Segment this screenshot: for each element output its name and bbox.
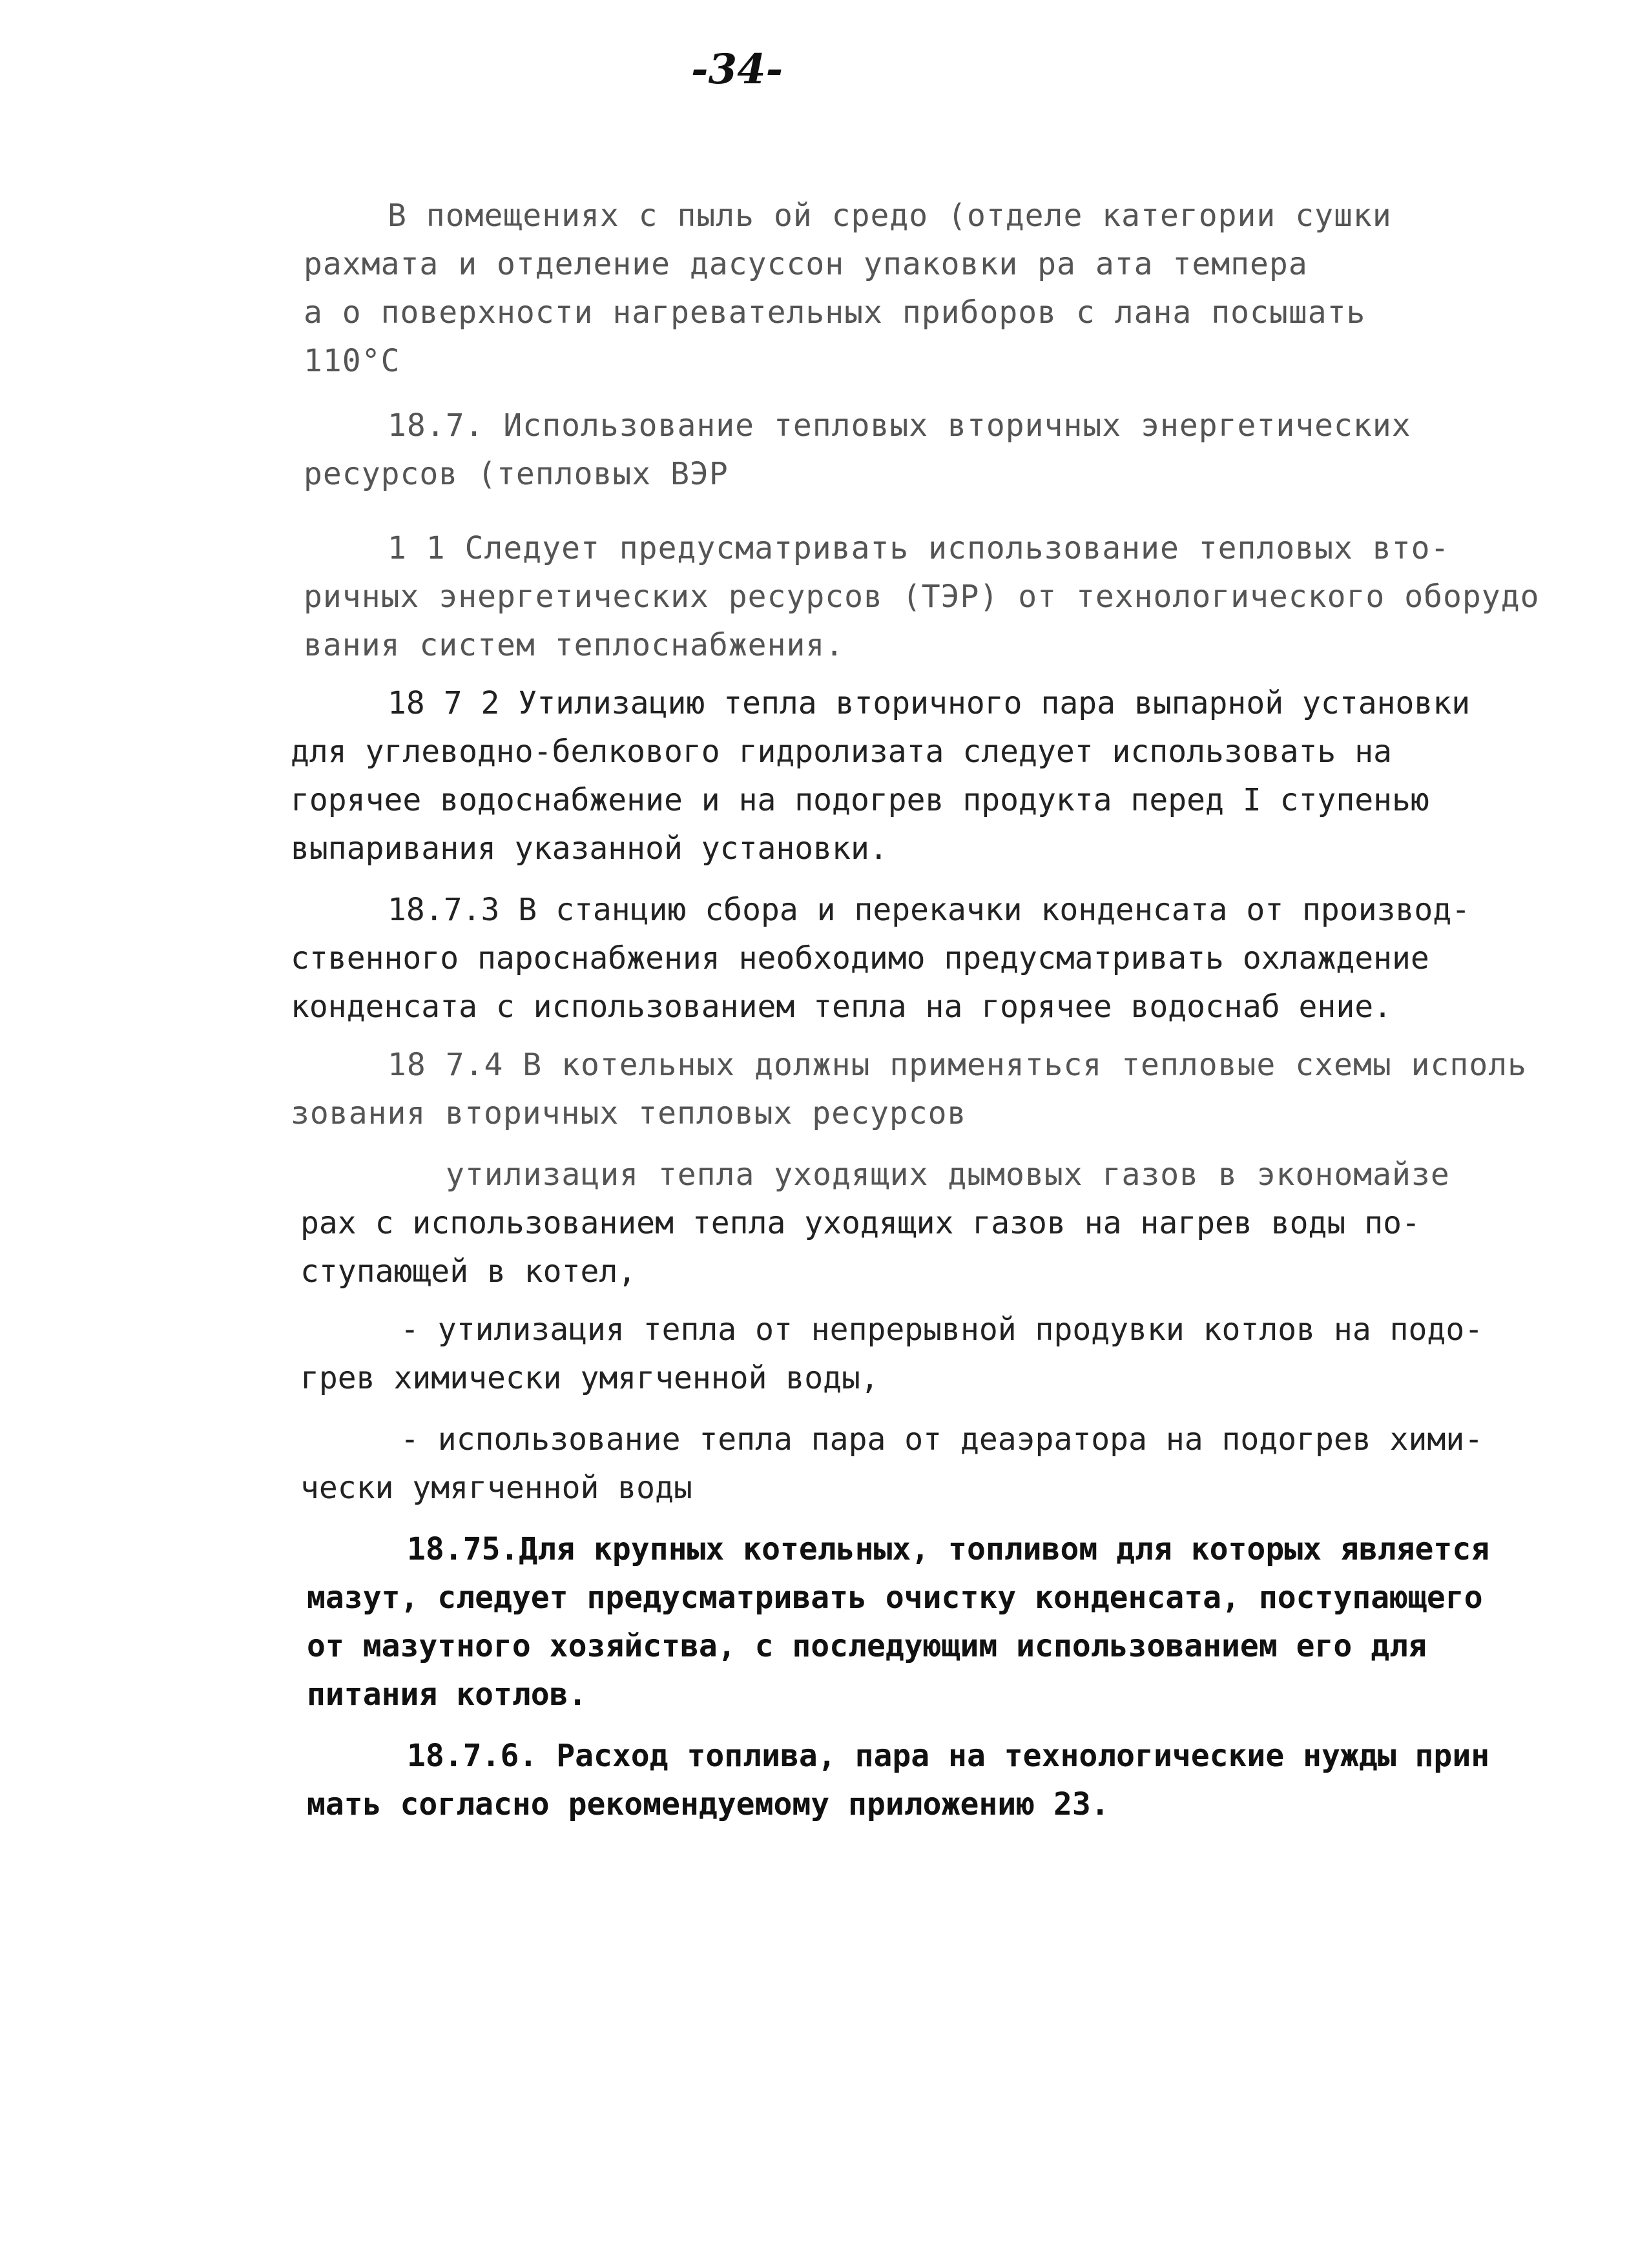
text-line: ступающей в котел, — [300, 1253, 637, 1290]
text-line: питания котлов. — [307, 1676, 587, 1713]
text-line: конденсата с использованием тепла на горячее водоснаб ение. — [291, 989, 1393, 1025]
page-number: -34- — [691, 45, 783, 94]
text-line: а о поверхности нагревательных приборов с лана посышать — [304, 294, 1366, 331]
text-line: для углеводно-белкового гидролизата следует использовать на — [291, 734, 1393, 770]
text-line: 18.7.6. Расход топлива, пара на технологические нужды прин — [407, 1738, 1490, 1774]
text-line: - использование тепла пара от деаэратора на подогрев хими- — [400, 1421, 1484, 1458]
text-line: - утилизация тепла от непрерывной продувки котлов на подо- — [400, 1312, 1484, 1348]
text-line: ственного пароснабжения необходимо предусматривать охлаждение — [291, 940, 1429, 976]
text-line: утилизация тепла уходящих дымовых газов в экономайзе — [446, 1157, 1450, 1193]
text-line: 18.75.Для крупных котельных, топливом для которых является — [407, 1531, 1490, 1567]
text-line: от мазутного хозяйства, с последующим использованием его для — [307, 1628, 1427, 1664]
text-line: грев химически умягченной воды, — [300, 1360, 879, 1396]
text-line: горячее водоснабжение и на подогрев продукта перед I ступенью — [291, 782, 1429, 818]
text-line: 18 7 2 Утилизацию тепла вторичного пара выпарной установки — [388, 685, 1471, 721]
text-line: 110°С — [304, 343, 400, 379]
text-line: мать согласно рекомендуемому приложению 23. — [307, 1786, 1110, 1822]
text-line: вания систем теплоснабжения. — [304, 627, 845, 663]
text-line: мазут, следует предусматривать очистку конденсата, поступающего — [307, 1580, 1483, 1616]
text-line: ресурсов (тепловых ВЭР — [304, 456, 729, 492]
text-line: 1 1 Следует предусматривать использование тепловых вто- — [388, 530, 1450, 566]
text-line: рах с использованием тепла уходящих газов на нагрев воды по- — [300, 1205, 1420, 1241]
text-line: зования вторичных тепловых ресурсов — [291, 1095, 967, 1131]
text-line: В помещениях с пыль ой средо (отделе категории сушки — [388, 198, 1392, 234]
text-line: чески умягченной воды — [300, 1470, 692, 1506]
text-line: 18.7.3 В станцию сбора и перекачки конденсата от производ- — [388, 892, 1471, 928]
text-line: 18 7.4 В котельных должны применяться тепловые схемы исполь — [388, 1047, 1528, 1083]
text-line: рахмата и отделение дасусcон упаковки ра ата темпера — [304, 246, 1308, 282]
text-line: ричных энергетических ресурсов (ТЭР) от технологического оборудо — [304, 579, 1540, 615]
text-line: 18.7. Использование тепловых вторичных энергетических — [388, 407, 1411, 444]
text-line: выпаривания указанной установки. — [291, 830, 888, 867]
